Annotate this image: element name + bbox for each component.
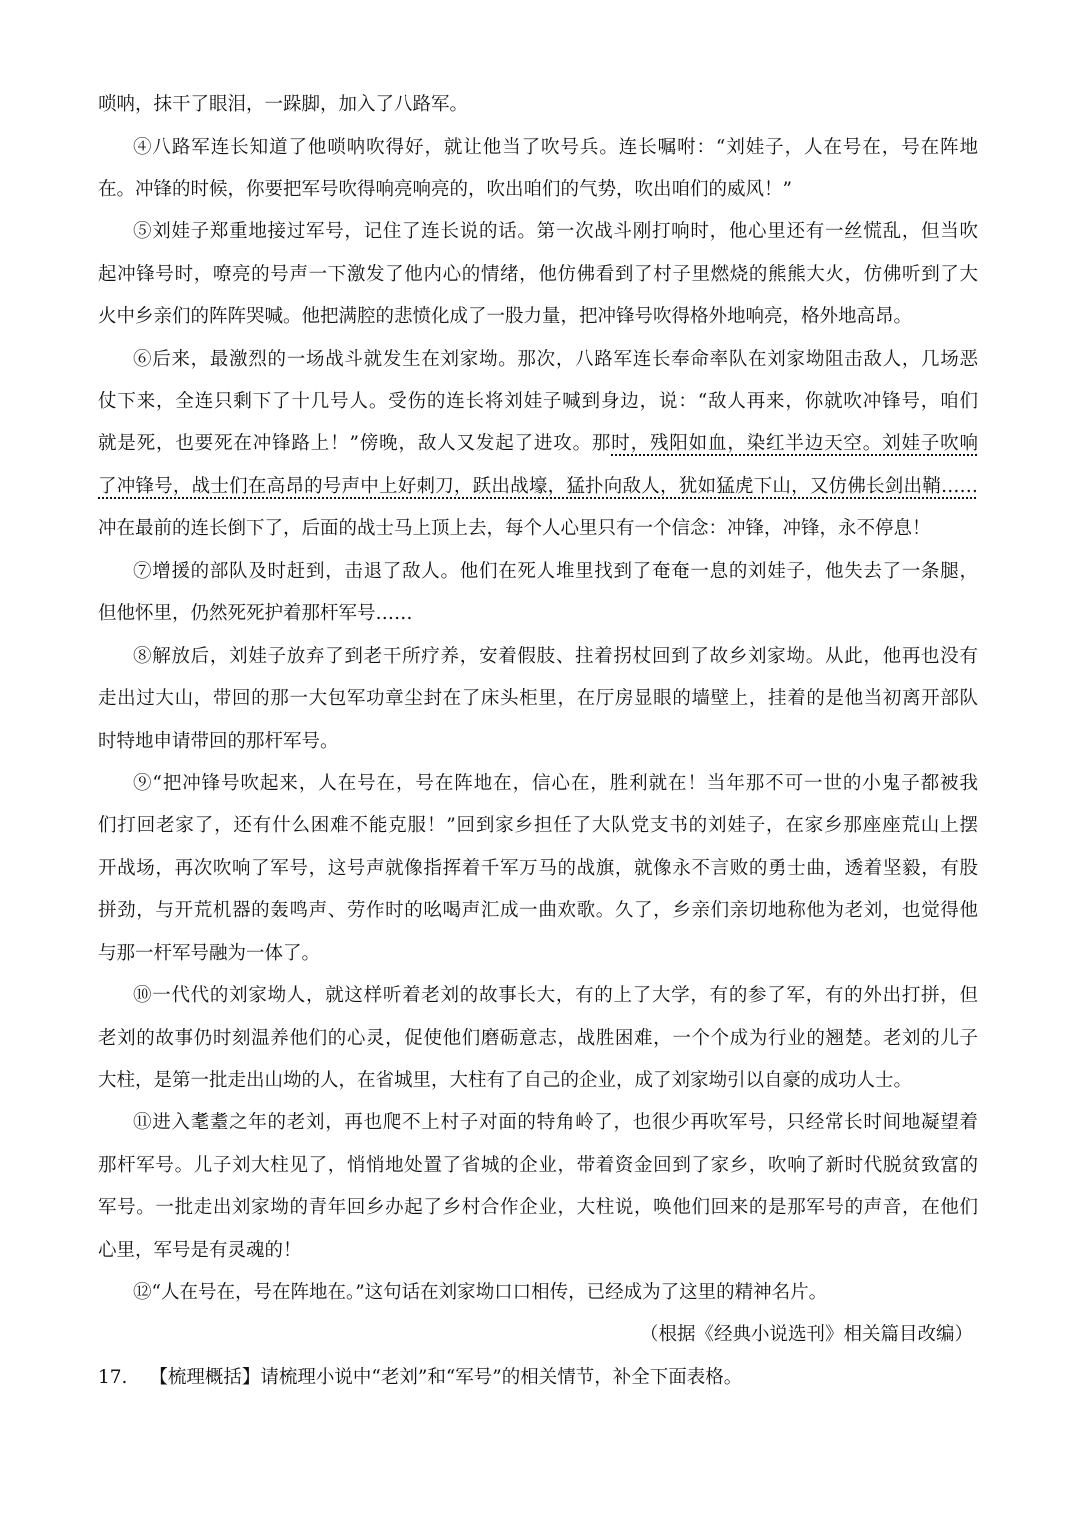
passage-text: 就是死，也要死在冲锋路上！”傍晚，敌人又发起了进攻。那 <box>98 433 612 454</box>
passage-line <box>98 1238 978 1264</box>
passage-line <box>98 516 978 542</box>
passage-line <box>98 813 978 839</box>
passage-text: 拼劲，与开荒机器的轰鸣声、劳作时的吆喝声汇成一曲欢歌。久了，乡亲们亲切地称他为老刘，也觉得他 <box>98 900 978 921</box>
passage-line <box>98 686 978 712</box>
passage-text: 开战场，再次吹响了军号，这号声就像指挥着千军万马的战旗，就像永不言败的勇士曲，透着坚毅，有股 <box>98 858 978 879</box>
underlined-passage-text: 时，残阳如血，染红半边天空。刘娃子吹响 <box>611 433 978 454</box>
question-number: 17. <box>98 1367 128 1388</box>
passage-text: ⑩一代代的刘家坳人，就这样听着老刘的故事长大，有的上了大学，有的参了军，有的外出打拼，但 <box>133 985 978 1006</box>
passage-line <box>98 1195 978 1221</box>
question-17 <box>98 1365 978 1391</box>
passage-line <box>98 92 978 118</box>
passage-line <box>133 644 978 670</box>
passage-line <box>98 304 978 330</box>
passage-text: 与那一杆军号融为一体了。 <box>98 943 321 964</box>
passage-text: ⑪进入耄耋之年的老刘，再也爬不上村子对面的特角岭了，也很少再吹军号，只经常长时间地凝望着 <box>133 1112 978 1133</box>
passage-line <box>98 1153 978 1179</box>
passage-text: ⑨“把冲锋号吹起来，人在号在，号在阵地在，信心在，胜利就在！当年那不可一世的小鬼子都被我 <box>133 773 978 794</box>
passage-text: 唢呐，抹干了眼泪，一跺脚，加入了八路军。 <box>98 94 469 115</box>
passage-text: 军号。一批走出刘家坳的青年回乡办起了乡村合作企业，大柱说，唤他们回来的是那军号的声音，在他们 <box>98 1197 978 1218</box>
passage-text: 火中乡亲们的阵阵哭喊。他把满腔的悲愤化成了一股力量，把冲锋号吹得格外地响亮，格外地高昂。 <box>98 306 913 327</box>
passage-line <box>133 219 978 245</box>
passage-text: 起冲锋号时，嘹亮的号声一下激发了他内心的情绪，他仿佛看到了村子里燃烧的熊熊大火，仿佛听到了大 <box>98 264 978 285</box>
passage-text: 心里，军号是有灵魂的！ <box>98 1240 302 1261</box>
passage-line <box>133 559 978 585</box>
passage-text: 那杆军号。儿子刘大柱见了，悄悄地处置了省城的企业，带着资金回到了家乡，吹响了新时代脱贫致富的 <box>98 1155 978 1176</box>
passage-line <box>133 347 978 373</box>
passage-line <box>98 1026 978 1052</box>
underlined-passage-text: 了冲锋号，战士们在高昂的号声中上好刺刀，跃出战壕，猛扑向敌人，犹如猛虎下山，又仿佛长剑出鞘…… <box>98 476 978 497</box>
passage-text: 在。冲锋的时候，你要把军号吹得响亮响亮的，吹出咱们的气势，吹出咱们的威风！” <box>98 179 792 200</box>
passage-text: ④八路军连长知道了他唢呐吹得好，就让他当了吹号兵。连长嘱咐：“刘娃子，人在号在，号在阵地 <box>133 137 978 158</box>
passage-text: 时特地申请带回的那杆军号。 <box>98 731 339 752</box>
source-note: （根据《经典小说选刊》相关篇目改编） <box>639 1324 973 1345</box>
passage-line <box>98 941 978 967</box>
passage-line <box>133 983 978 1009</box>
passage-text: 仗下来，全连只剩下了十几号人。受伤的连长将刘娃子喊到身边，说：“敌人再来，你就吹冲锋号，咱们 <box>98 391 978 412</box>
passage-line <box>98 431 978 457</box>
passage-line <box>133 771 978 797</box>
passage-text: ⑦增援的部队及时赶到，击退了敌人。他们在死人堆里找到了奄奄一息的刘娃子，他失去了一条腿， <box>133 561 978 582</box>
passage-line <box>133 135 978 161</box>
passage-line <box>98 389 978 415</box>
passage-text: 大柱，是第一批走出山坳的人，在省城里，大柱有了自己的企业，成了刘家坳引以自豪的成功人士。 <box>98 1070 913 1091</box>
passage-line <box>98 729 978 755</box>
passage-text: ⑫“人在号在，号在阵地在。”这句话在刘家坳口口相传，已经成为了这里的精神名片。 <box>133 1282 828 1303</box>
question-text: 【梳理概括】请梳理小说中“老刘”和“军号”的相关情节，补全下面表格。 <box>149 1367 743 1388</box>
passage-line <box>133 1280 978 1306</box>
passage-line <box>98 177 978 203</box>
passage-text: 冲在最前的连长倒下了，后面的战士马上顶上去，每个人心里只有一个信念：冲锋，冲锋，永不停息！ <box>98 518 931 539</box>
passage-line <box>98 262 978 288</box>
passage-line <box>98 856 978 882</box>
passage-line <box>98 474 978 500</box>
passage-line <box>133 1110 978 1136</box>
passage-text: ⑧解放后，刘娃子放弃了到老干所疗养，安着假肢、拄着拐杖回到了故乡刘家坳。从此，他再也没有 <box>133 646 978 667</box>
passage-text: 走出过大山，带回的那一大包军功章尘封在了床头柜里，在厅房显眼的墙壁上，挂着的是他当初离开部队 <box>98 688 978 709</box>
passage-text: 们打回老家了，还有什么困难不能克服！”回到家乡担任了大队党支书的刘娃子，在家乡那座座荒山上摆 <box>98 815 978 836</box>
passage-text: 老刘的故事仍时刻温养他们的心灵，促使他们磨砺意志，战胜困难，一个个成为行业的翘楚。老刘的儿子 <box>98 1028 978 1049</box>
passage-line <box>98 898 978 924</box>
passage-line <box>98 601 978 627</box>
passage-line <box>98 1068 978 1094</box>
passage-text: ⑤刘娃子郑重地接过军号，记住了连长说的话。第一次战斗刚打响时，他心里还有一丝慌乱，但当吹 <box>133 221 978 242</box>
passage-text: ⑥后来，最激烈的一场战斗就发生在刘家坳。那次，八路军连长奉命率队在刘家坳阻击敌人，几场恶 <box>133 349 978 370</box>
passage-text: 但他怀里，仍然死死护着那杆军号…… <box>98 603 413 624</box>
